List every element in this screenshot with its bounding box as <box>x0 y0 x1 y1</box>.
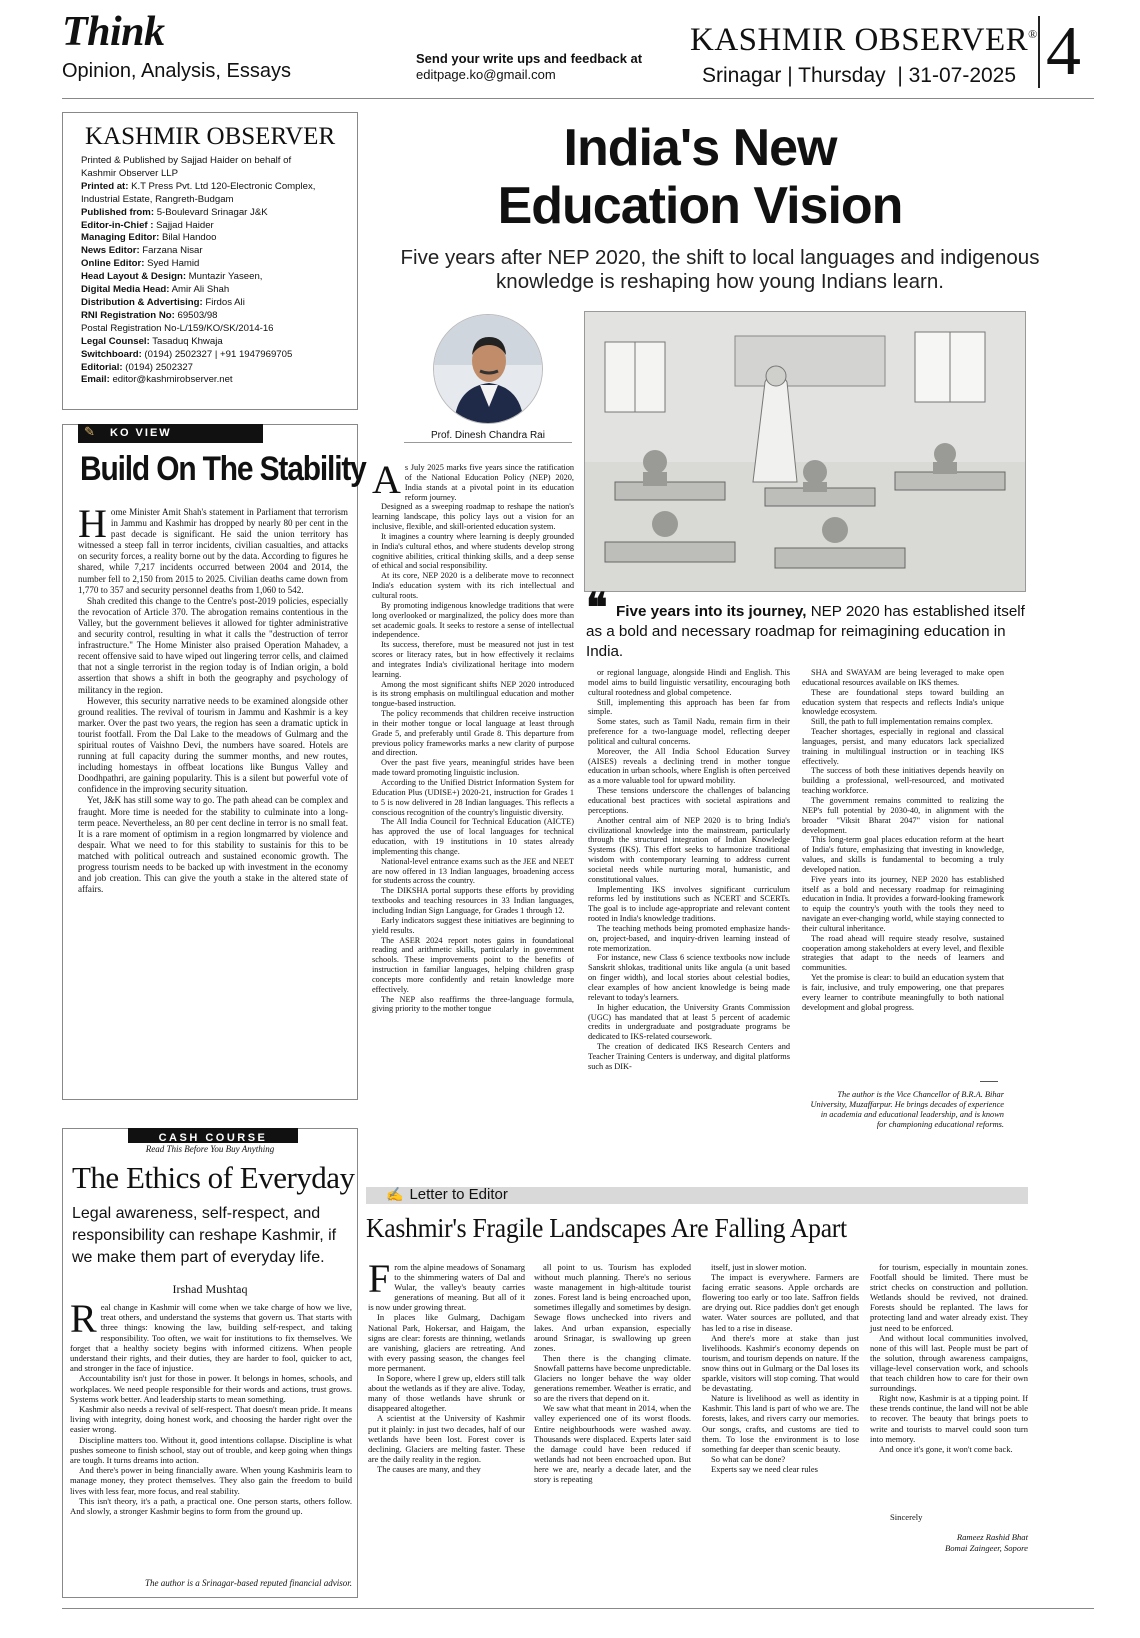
paragraph: Over the past five years, meaningful strides have been made toward promoting linguistic inclusion. <box>372 758 574 778</box>
dateline: Srinagar | Thursday | 31-07-2025 <box>702 64 1017 87</box>
imprint-line: Editorial: (0194) 2502327 <box>81 361 193 373</box>
paragraph: At its core, NEP 2020 is a deliberate move to reconnect India's education system with its rich intellectual and cultural roots. <box>372 571 574 600</box>
paragraph: National-level entrance exams such as the JEE and NEET are now offered in 13 Indian languages, broadening access for students across the country. <box>372 856 574 886</box>
imprint-line: Switchboard: (0194) 2502327 | +91 1947969705 <box>81 348 293 360</box>
feedback-email[interactable]: editpage.ko@gmail.com <box>416 67 556 82</box>
imprint-label: News Editor: <box>81 245 140 257</box>
paragraph: Teacher shortages, especially in regional and classical languages, persist, and many educators lack specialized training in multilingual instruction or in teaching IKS effectively. <box>802 727 1004 766</box>
imprint-label: Editor-in-Chief : <box>81 219 154 231</box>
paragraph: So what can be done? <box>711 1453 786 1464</box>
paragraph: And without local communities involved, none of this will last. People must be part of the solution, through awareness campaigns, village-level conservation work, and schools that teach children how to care for their own surroundings. <box>870 1332 1028 1394</box>
imprint-line: Industrial Estate, Rangreth-Budgam <box>81 193 234 205</box>
main-deck: Five years after NEP 2020, the shift to local languages and indigenous knowledge is reshaping how young Indians learn. <box>400 246 1040 293</box>
paragraph: Its success, therefore, must be measured not just in test scores or literacy rates, but in how effectively it reclaims and integrates India's civilizational heritage into modern learning. <box>372 640 574 679</box>
cash-course-tag <box>128 1128 298 1143</box>
imprint-label: Switchboard: <box>81 348 142 360</box>
paragraph: In higher education, the University Grants Commission (UGC) has mandated that at least 5 percent of academic credits in undergraduate and postgraduate programs be dedicated to IKS-related coursework. <box>588 1002 790 1042</box>
classroom-illustration <box>584 311 1026 592</box>
paragraph: Early indicators suggest these initiatives are beginning to yield results. <box>372 915 574 935</box>
paragraph: all point to us. Tourism has exploded without much planning. There's no serious waste management in high-altitude tourist zones. Forest land is being encroached upon, sometimes illegally and sometimes by design. Sewage flows unchecked into rivers and lakes. And urban expansion, especially around Srinagar, is swallowing up green zones. <box>534 1262 691 1353</box>
paragraph: Experts say we need clear rules <box>711 1463 818 1474</box>
paragraph: This isn't theory, it's a path, a practical one. One person starts, others follow. And slowly, a stronger Kashmir begins to form from the ground up. <box>70 1495 352 1517</box>
imprint-line: News Editor: Farzana Nisar <box>81 245 203 257</box>
section-title: Think <box>62 9 165 55</box>
cash-course-tagline: Read This Before You Buy Anything <box>145 1144 275 1154</box>
imprint-line: Printed & Published by Sajjad Haider on behalf of <box>81 155 292 166</box>
paragraph: For instance, new Class 6 science textbooks now include Sanskrit shlokas, traditional units like angula (a unit based on finger width), and local stories about celestial bodies, clear examples of how ancient knowledge is being made relevant to today's learners. <box>588 953 790 1002</box>
section-subtitle: Opinion, Analysis, Essays <box>62 60 291 82</box>
paragraph: The teaching methods being promoted emphasize hands-on, project-based, and inquiry-driven learning instead of rote memorization. <box>588 923 790 953</box>
imprint-line: Postal Registration No-L/159/KO/SK/2014-16 <box>81 322 274 334</box>
paragraph: The success of both these initiatives depends heavily on building a professional, well-resourced, and motivated teaching workforce. <box>802 766 1004 796</box>
paragraph: Discipline matters too. Without it, good intentions collapse. Discipline is what pushes someone to finish school, stay out of trouble, and keep going when things are tough. It turns dreams into action. <box>70 1434 352 1466</box>
cash-course-byline: Irshad Mushtaq <box>172 1282 248 1296</box>
caption-rule <box>404 442 572 443</box>
cash-course-body <box>70 1296 352 1517</box>
paragraph: Home Minister Amit Shah's statement in Parliament that terrorism in Jammu and Kashmir has dropped by nearly 80 per cent in the past decade is significant. He said the union territory has witnessed a steep fall in terror incidents, civilian casualties, and attacks on security forces, a reality borne out by the data. According to figures he shared, while 7,217 incidents occurred between 2004 and 2014, the number fell to 2,150 from 2015 to 2025. Civilian deaths came down from 1,770 to 357 and security personnel deaths from 1,060 to 542. <box>78 501 348 595</box>
paragraph: As July 2025 marks five years since the ratification of the National Education Policy (NEP) 2020, India stands at a pivotal point in its education reform journey. <box>372 457 574 502</box>
paragraph: Five years into its journey, NEP 2020 has established itself as a bold and necessary roadmap for reimagining education in India. It provides a forward-looking framework to equip the country's youth with the tools they need to navigate an ever-changing world, while staying connected to their cultural inheritance. <box>802 874 1004 933</box>
ko-view-title: Build On The Stability <box>80 450 366 488</box>
paragraph: The impact is everywhere. Farmers are facing erratic seasons. Apple orchards are flowering too early or too late. Saffron fields are drying out. Rice paddies don't get enough water. Water sources are polluted, and that has led to a rise in disease. <box>702 1272 859 1333</box>
paragraph: Shah credited this change to the Centre's post-2019 policies, especially the revocation of Article 370. The abrogation remains contentious in the Valley, but the government believes it allowed for tighter administrative and security control, resulting in what it calls the "destruction of terror infrastructure." The Home Minister also praised Operation Mahadev, a recent offensive said to have wiped out lingering terror cells, and claimed that not a single terrorist in the region today is of Indian origin, a bold assertion that shows a shift in both the geography and psychology of militancy in the region. <box>78 595 348 695</box>
cash-course-title: The Ethics of Everyday <box>72 1160 355 1195</box>
main-title-line1: India's New <box>563 119 837 177</box>
imprint-label: Printed at: <box>81 180 129 192</box>
signature-name: Rameez Rashid Bhat <box>956 1532 1028 1543</box>
imprint-label: Online Editor: <box>81 258 145 270</box>
paragraph: From the alpine meadows of Sonamarg to the shimmering waters of Dal and Wular, the valley's beauty carries generations of meaning. But all of it is now under growing threat. <box>368 1256 525 1313</box>
imprint-line: Published from: 5-Boulevard Srinagar J&K <box>81 206 268 218</box>
feedback-line: Send your write ups and feedback at <box>416 51 643 66</box>
imprint-line: Head Layout & Design: Muntazir Yaseen, <box>81 271 263 283</box>
signature-place: Bomai Zaingeer, Sopore <box>945 1542 1028 1553</box>
pull-quote-rest: NEP 2020 has established itself as a bold and necessary roadmap for reimagining education in India. <box>586 603 1025 660</box>
paragraph: However, this security narrative needs to be examined alongside other ground realities. The revival of tourism in Jammu and Kashmir is a key marker. Over the past two years, the region has seen a dramatic uptick in tourist footfall. From the Dal Lake to the meadows of Gulmarg and the spiritual routes of Vaishno Devi, the numbers have soared. Hotels are running at full capacity during the summer months, and new routes, including homestays in offbeat locations like Bungus Valley and Doodhpathri, are gaining popularity. This is a silent but powerful vote of confidence in the improving security situation. <box>78 695 348 795</box>
imprint-lines <box>81 155 353 387</box>
imprint-label: Editorial: <box>81 361 123 373</box>
paragraph: SHA and SWAYAM are being leveraged to make open educational resources available on IKS themes. <box>802 668 1004 687</box>
main-col3 <box>802 668 1004 1013</box>
imprint-line: Online Editor: Syed Hamid <box>81 258 200 270</box>
cash-course-deck: Legal awareness, self-respect, and responsibility can reshape Kashmir, if we make them part of everyday life. <box>72 1205 337 1266</box>
author-photo <box>433 314 543 424</box>
paragraph: These tensions underscore the challenges of balancing educational best practices with societal aspirations and perceptions. <box>588 786 790 815</box>
paragraph: This long-term goal places education reform at the heart of India's future, emphasizing that investing in knowledge, values, and skills is fundamental to becoming a truly developed nation. <box>802 835 1004 874</box>
letter-signoff <box>870 1512 1028 1553</box>
paragraph: Another central aim of NEP 2020 is to bring India's civilizational knowledge into the mainstream, particularly through the structured integration of Indian Knowledge Systems (IKS). This effort seeks to harmonize traditional wisdom with contemporary learning to address current societal needs while nurturing moral, humanistic, and constitutional values. <box>588 815 790 884</box>
imprint-line: Printed at: K.T Press Pvt. Ltd 120-Electronic Complex, <box>81 180 316 192</box>
paragraph: The creation of dedicated IKS Research Centers and Teacher Training Centers is underway, and digital platforms such as DIK- <box>588 1042 790 1071</box>
paragraph: Moreover, the All India School Education Survey (AISES) reveals a declining trend in mother tongue education in urban schools, where English is often perceived as a more valuable tool for upward mobility. <box>588 746 790 786</box>
paragraph: for tourism, especially in mountain zones. Footfall should be limited. There must be strict checks on construction and pollution. Wetlands should be revived, not drained. Forests should be replanted. The laws for protecting land and water already exist. They just need to be enforced. <box>870 1262 1028 1333</box>
quote-icon: ❝ <box>586 586 608 630</box>
imprint-line: Digital Media Head: Amir Ali Shah <box>81 284 230 296</box>
main-title-line2: Education Vision <box>497 177 903 235</box>
paragraph: And once it's gone, it won't come back. <box>879 1443 1013 1454</box>
paragraph: Still, the path to full implementation remains complex. <box>811 717 993 727</box>
imprint-label: Managing Editor: <box>81 232 160 244</box>
letter-label-text: Letter to Editor <box>409 1186 508 1203</box>
paragraph: Kashmir also needs a revival of self-respect. That doesn't mean pride. It means living with integrity, doing honest work, and choosing the harder right over the easier wrong. <box>70 1404 352 1435</box>
paragraph: Real change in Kashmir will come when we take charge of how we live, treat others, and understand the systems that govern us. That starts with three things: knowing the law, building self-respect, and taking responsibility. Too often, we wait for institutions to fix themselves. We forget that a healthy society begins with informed citizens. When people understand their rights, and their duties, they are harder to fool, quicker to act, and stronger in the face of injustice. <box>70 1296 352 1374</box>
imprint-logo: KASHMIR OBSERVER <box>85 123 336 150</box>
paragraph: In places like Gulmarg, Dachigam National Park, Hokersar, and Haigam, the signs are clear: forests are thinning, wetlands are vanishing, glaciers are retreating. And with every passing season, the changes feel more permanent. <box>368 1312 525 1373</box>
imprint-label: Distribution & Advertising: <box>81 296 203 308</box>
imprint-line: Managing Editor: Bilal Handoo <box>81 232 217 244</box>
pull-quote-bold: Five years into its journey, <box>616 603 807 620</box>
paragraph: By promoting indigenous knowledge traditions that were long overlooked or marginalized, the policy does more than set academic goals. It seeks to restore a sense of intellectual independence. <box>372 600 574 640</box>
paragraph: Accountability isn't just for those in power. It belongs in homes, schools, and workplaces. We need people responsible for their words and actions, trust grows. Systems work better. And leadership starts to mean something. <box>70 1373 352 1404</box>
letter-col3 <box>702 1262 859 1474</box>
imprint-line: Legal Counsel: Tasaduq Khwaja <box>81 335 223 347</box>
imprint-line: Editor-in-Chief : Sajjad Haider <box>81 219 214 231</box>
page-number: 4 <box>1046 13 1081 90</box>
paragraph: The policy recommends that children receive instruction in their mother tongue or local language at least through Grade 5, and preferably until Grade 8. This departure from previous policy frameworks marks a new clarity of purpose and direction. <box>372 709 574 758</box>
paragraph: And there's power in being financially aware. When young Kashmiris learn to manage money, they protect themselves. They also gain the freedom to build lives with less fear, more focus, and real stability. <box>70 1465 352 1496</box>
paragraph: Implementing IKS involves significant curriculum reforms led by institutions such as NCERT and SCERTs. The goal is to include age-appropriate and relevant content rooted in India's knowledge traditions. <box>588 884 790 924</box>
paragraph: The DIKSHA portal supports these efforts by providing textbooks and teaching resources in 33 Indian languages, including Indian Sign Language, for Grades 1 through 12. <box>372 886 574 915</box>
cash-course-label: CASH COURSE <box>158 1132 268 1144</box>
registered-mark: ® <box>1028 27 1038 41</box>
classroom-sketch-icon <box>585 312 1026 592</box>
paragraph: Designed as a sweeping roadmap to reshape the nation's learning landscape, this policy lays out a vision for an inclusive, flexible, and skill-oriented education system. <box>372 502 574 532</box>
imprint-line: Distribution & Advertising: Firdos Ali <box>81 296 245 308</box>
ko-view-body <box>78 501 348 895</box>
footer-rule <box>62 1608 1094 1609</box>
paragraph: The causes are many, and they <box>377 1463 481 1474</box>
paragraph: Then there is the changing climate. Snowfall patterns have become unpredictable. Glaciers no longer behave the way older generations remember. Weather is erratic, and so are the rivers that depend on it. <box>534 1352 691 1404</box>
author-portrait-icon <box>434 315 543 424</box>
main-author-note: The author is the Vice Chancellor of B.R.A. Bihar University, Muzaffarpur. He brings decades of experience in academia and educational leadership, and is known for championing educational reforms. <box>810 1090 1004 1129</box>
pen-icon: ✍ <box>386 1186 404 1202</box>
paragraph: The NEP also reaffirms the three-language formula, giving priority to the mother tongue <box>372 994 574 1014</box>
imprint-label: Head Layout & Design: <box>81 271 187 283</box>
paragraph: The road ahead will require steady resolve, sustained cooperation among stakeholders at every level, and flexible strategies that adapt to the needs of learners and communities. <box>802 933 1004 973</box>
masthead-text: KASHMIR OBSERVER <box>690 22 1029 58</box>
paragraph: Among the most significant shifts NEP 2020 introduced is its strong emphasis on multilingual education and mother tongue-based instruction. <box>372 679 574 709</box>
paragraph: According to the Unified District Information System for Education Plus (UDISE+) 2020-21, instruction for Grades 1 to 5 is now delivered in 28 Indian languages. This reflects a conscious recognition of the country's linguistic diversity. <box>372 778 574 817</box>
imprint-line: Email: editor@kashmirobserver.net <box>81 374 233 386</box>
paragraph: It imagines a country where learning is deeply grounded in India's cultural ethos, and where students develop strong cognitive abilities, critical thinking skills, and a deep sense of ethical and social responsibility. <box>372 531 574 571</box>
paragraph: Some states, such as Tamil Nadu, remain firm in their preference for a two-language model, reflecting deeper political and cultural concerns. <box>588 717 790 746</box>
letter-col1 <box>368 1256 525 1474</box>
imprint-label: Legal Counsel: <box>81 335 150 347</box>
paragraph: Right now, Kashmir is at a tipping point. If these trends continue, the land will not be able to recover. The beauty that brings poets to write and tourists to marvel could soon turn into memory. <box>870 1393 1028 1444</box>
letter-col4 <box>870 1262 1028 1454</box>
paragraph: In Sopore, where I grew up, elders still talk about the wetlands as if they are alive. Today, many of those wetlands have shrunk or disappeared altogether. <box>368 1373 525 1414</box>
pen-icon: ✎ <box>84 424 95 439</box>
paragraph: Yet the promise is clear: to build an education system that is fair, inclusive, and truly empowering, one that prepares every learner to contribute meaningfully to both national development and global progress. <box>802 973 1004 1012</box>
ko-view-label: KO VIEW <box>110 427 172 439</box>
author-note-dash <box>980 1081 998 1082</box>
paragraph: Still, implementing this approach has been far from simple. <box>588 697 790 717</box>
signoff-text: Sincerely <box>890 1512 923 1522</box>
paragraph: Yet, J&K has still some way to go. The path ahead can be complex and fraught. More time is needed for the stability to culminate into a long-term peace. Nevertheless, an 80 per cent decline in terror is no small feat. It is a rare moment of optimism in a region longmarred by violence and despair. What we need to for this stability to sustainis for this to be matched with political outreach and sustained economic growth. The progress tourism needs to be backed up with investment in the economy and job creation. This can give the youth a stake in the altered state of affairs. <box>78 795 348 895</box>
ko-view-tag <box>78 424 263 443</box>
author-caption: Prof. Dinesh Chandra Rai <box>404 430 572 441</box>
cash-course-author-note: The author is a Srinagar-based reputed financial advisor. <box>145 1578 352 1588</box>
paragraph: The All India Council for Technical Education (AICTE) has approved the use of local languages for technical education, with 19 institutions in 10 states already implementing this change. <box>372 817 574 856</box>
paragraph: A scientist at the University of Kashmir put it plainly: in just two decades, half of our wetlands have been lost. Forest cover is declining. Glaciers are melting faster. These are the daily reality in the region. <box>368 1413 525 1464</box>
letter-title: Kashmir's Fragile Landscapes Are Falling Apart <box>366 1213 847 1243</box>
paragraph: itself, just in slower motion. <box>711 1262 807 1272</box>
paragraph: These are foundational steps toward building an education system that respects and reflects India's unique knowledge ecosystem. <box>802 687 1004 717</box>
header-rule <box>62 98 1094 99</box>
imprint-line: Kashmir Observer LLP <box>81 167 179 179</box>
pull-quote <box>586 602 1026 662</box>
imprint-label: RNI Registration No: <box>81 309 175 321</box>
paragraph: Nature is livelihood as well as identity in Kashmir. This land is part of who we are. The forests, lakes, and rivers carry our memories. Our songs, crafts, and customs are tied to them. To lose the environment is to lose something far deeper than scenic beauty. <box>702 1393 859 1454</box>
paragraph: The ASER 2024 report notes gains in foundational reading and arithmetic skills, particularly in government schools. These improvements point to the benefits of instruction in familiar languages, helping children grasp concepts more confidently and retain knowledge more effectively. <box>372 935 574 994</box>
paragraph: We saw what that meant in 2014, when the valley experienced one of its worst floods. Entire neighbourhoods were washed away. Thousands were displaced. Experts later said the damage could have been reduced if wetlands had not been encroached upon. But here we are, nearly a decade later, and the story is repeating <box>534 1403 691 1484</box>
imprint-label: Published from: <box>81 206 155 218</box>
paragraph: The government remains committed to realizing the NEP's full potential by 2030-40, in alignment with the broader "Viksit Bharat 2047" vision for national development. <box>802 795 1004 835</box>
main-col1 <box>372 457 574 1014</box>
imprint-label: Digital Media Head: <box>81 284 170 296</box>
masthead <box>690 22 1038 59</box>
imprint-box <box>62 112 358 410</box>
letter-col2 <box>534 1262 691 1484</box>
paragraph: or regional language, alongside Hindi and English. This model aims to build linguistic versatility, encouraging both cultural rootedness and global competence. <box>588 668 790 697</box>
imprint-line: RNI Registration No: 69503/98 <box>81 309 218 321</box>
paragraph: And there's more at stake than just livelihoods. Kashmir's economy depends on tourism, and tourism depends on nature. If the snow thins out in Gulmarg or the Dal loses its sparkle, visitors will stop coming. That would be devastating. <box>702 1332 859 1394</box>
page-number-divider <box>1038 16 1040 88</box>
imprint-label: Email: <box>81 374 110 386</box>
main-col2 <box>588 668 790 1072</box>
letter-label <box>386 1186 508 1203</box>
